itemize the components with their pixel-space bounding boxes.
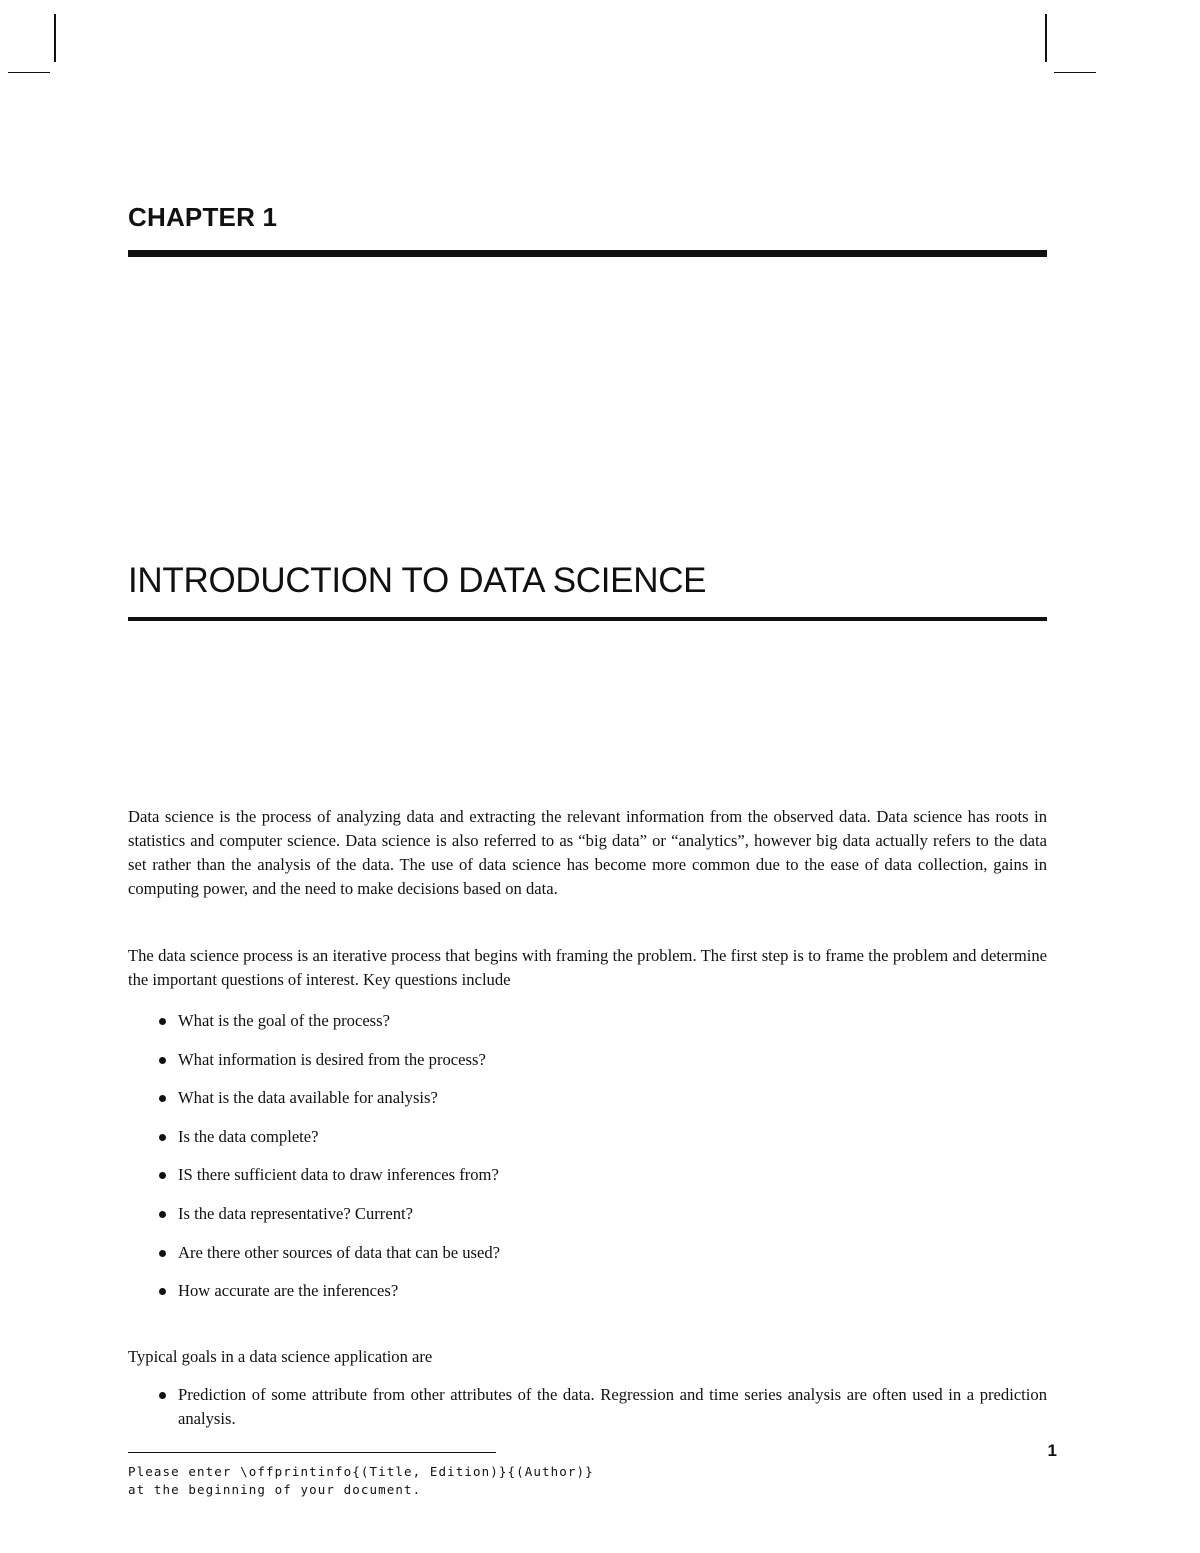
chapter-label: CHAPTER 1 [128, 202, 278, 232]
footnote-line: Please enter \offprintinfo{(Title, Edition)}{(Author)} [128, 1464, 594, 1479]
bullet-icon [159, 1172, 166, 1179]
bullet-icon [159, 1018, 166, 1025]
list-item [128, 1241, 1047, 1265]
crop-mark-top-right-horizontal [1054, 72, 1096, 73]
list-item-text: Is the data complete? [178, 1126, 319, 1146]
chapter-title: INTRODUCTION TO DATA SCIENCE [128, 561, 707, 600]
bullet-icon [159, 1057, 166, 1064]
list-item [128, 1383, 1047, 1431]
list-item [128, 1048, 1047, 1072]
title-rule [128, 617, 1047, 621]
bullet-icon [159, 1211, 166, 1218]
list-item-text: What is the goal of the process? [178, 1011, 390, 1030]
goals-list [128, 1383, 1047, 1446]
list-item [128, 1163, 1047, 1187]
bullet-icon [159, 1095, 166, 1102]
intro-paragraph: Data science is the process of analyzing data and extracting the relevant information from the observed data. Data science has roots in statistics and computer science. Data science is also referred to as “big data” or “analytics”, however big data actually refers to the data set rather than the analysis of the data. The use of data science has become more common due to the ease of data collection, gains in computing power, and the need to make decisions based on data. [128, 807, 1047, 898]
list-item [128, 1279, 1047, 1303]
goals-intro-paragraph: Typical goals in a data science application are [128, 1347, 433, 1366]
list-item [128, 1009, 1047, 1033]
bullet-icon [159, 1288, 166, 1295]
crop-mark-top-left-vertical [54, 14, 56, 62]
list-item-text: Prediction of some attribute from other attributes of the data. Regression and time series analysis are often used in a prediction analysis. [178, 1385, 1047, 1428]
list-item-text: IS there sufficient data to draw inferences from? [178, 1165, 499, 1185]
list-item [128, 1125, 1047, 1149]
list-item-text: Is the data representative? Current? [178, 1203, 413, 1223]
list-item-text: Are there other sources of data that can be used? [178, 1242, 501, 1262]
page-number: 1 [1047, 1441, 1057, 1460]
bullet-icon [159, 1250, 166, 1257]
key-questions-list [128, 1009, 1047, 1318]
list-item-text: What is the data available for analysis? [178, 1088, 438, 1108]
list-item [128, 1202, 1047, 1226]
process-paragraph: The data science process is an iterative process that begins with framing the problem. The first step is to frame the problem and determine the important questions of interest. Key questions include [128, 946, 1047, 989]
bullet-icon [159, 1392, 166, 1399]
crop-mark-top-right-vertical [1045, 14, 1047, 62]
crop-mark-top-left-horizontal [8, 72, 50, 73]
list-item-text: What information is desired from the process? [178, 1049, 486, 1069]
bullet-icon [159, 1134, 166, 1141]
footnote-line: at the beginning of your document. [128, 1482, 422, 1497]
list-item [128, 1086, 1047, 1110]
chapter-rule [128, 250, 1047, 257]
list-item-text: How accurate are the inferences? [178, 1281, 399, 1301]
footnote-rule [128, 1452, 496, 1453]
